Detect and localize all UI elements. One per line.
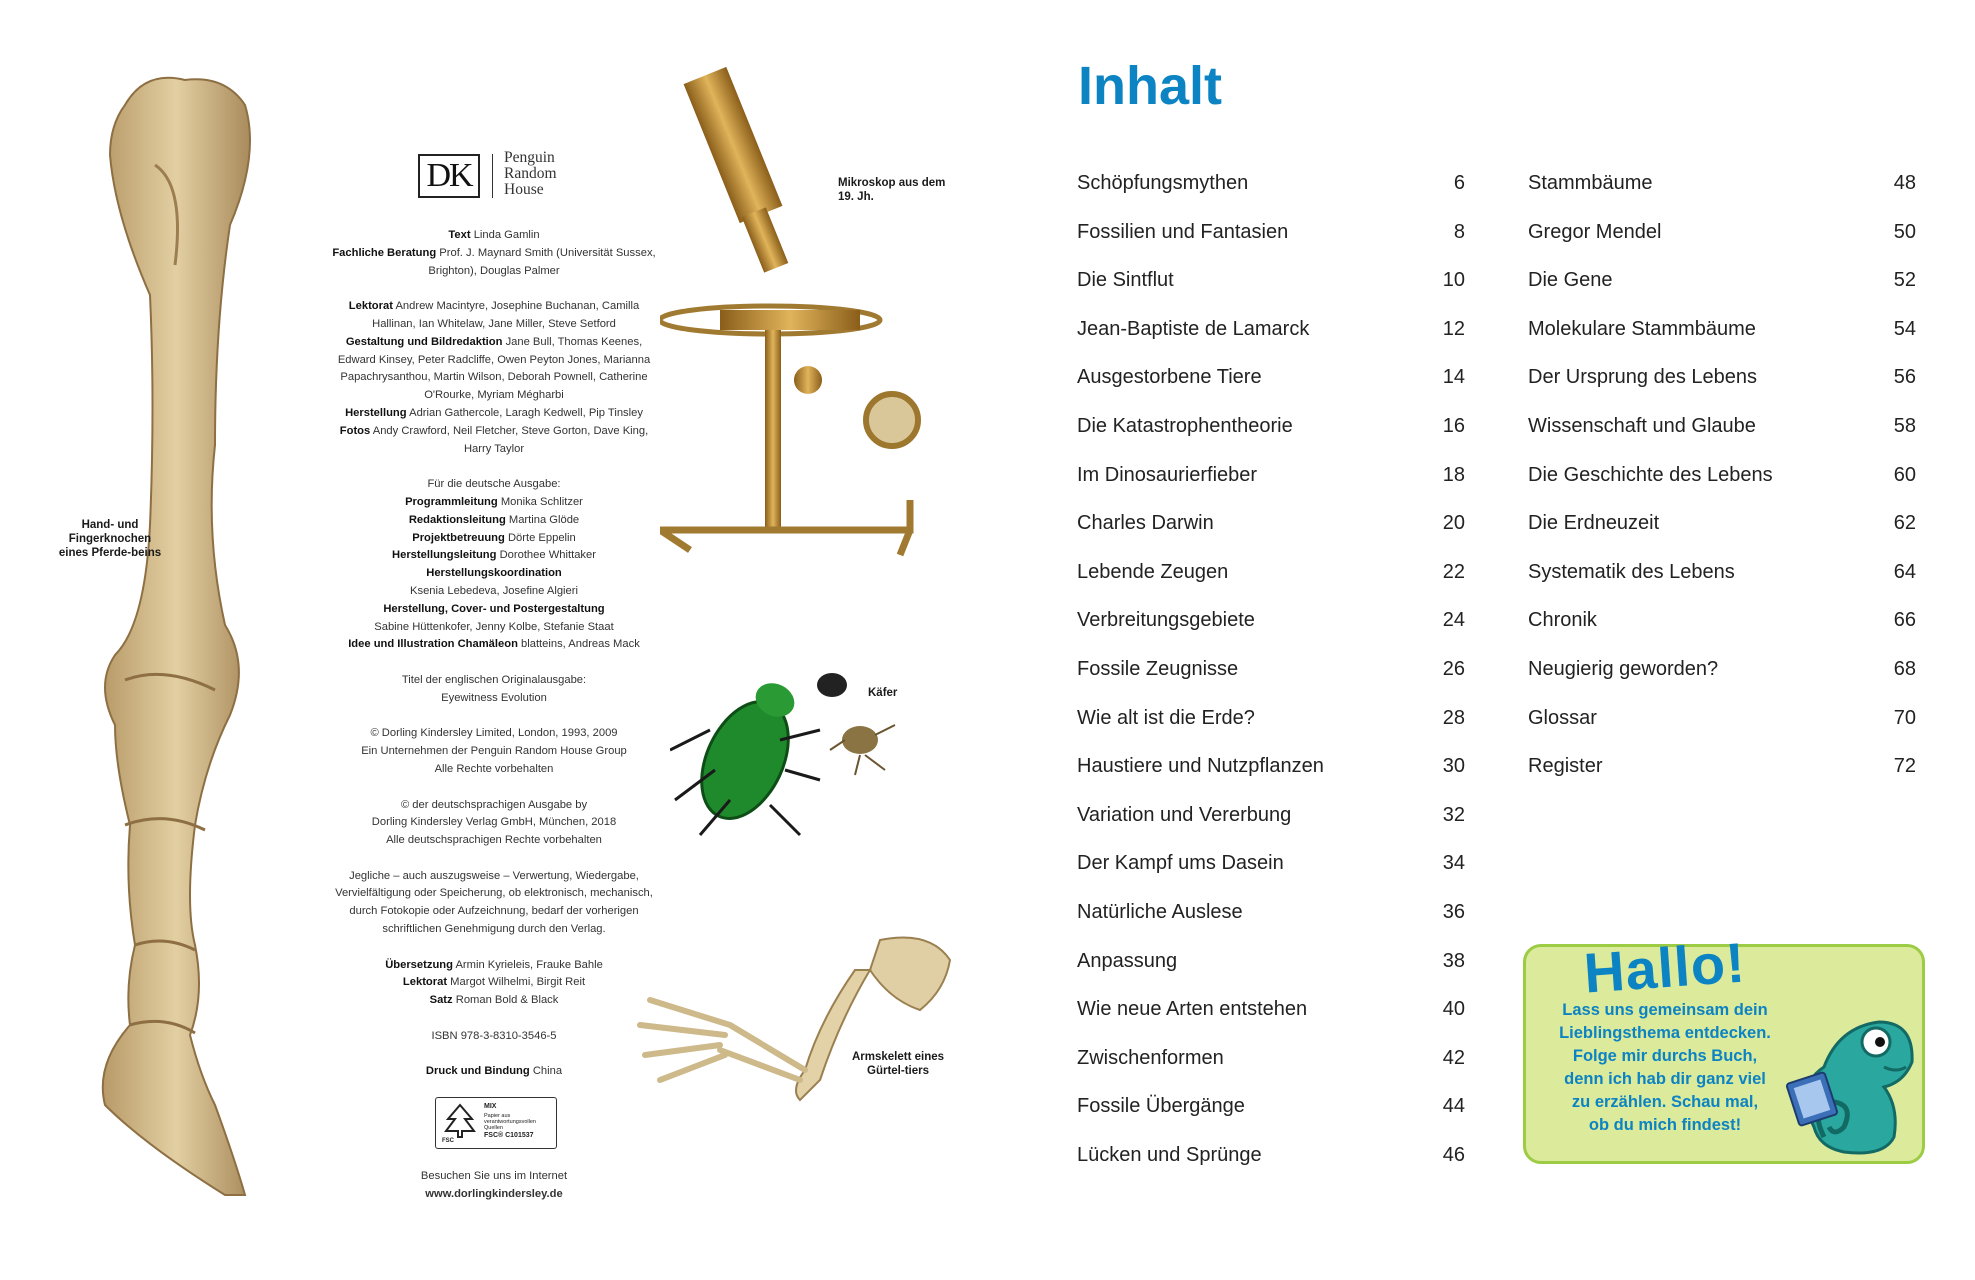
credits-block-3 — [328, 476, 660, 654]
credit-value: Ksenia Lebedeva, Josefine Algieri — [410, 584, 578, 597]
microscope-image — [660, 60, 960, 560]
toc-page: 62 — [1893, 512, 1916, 535]
credit-label: Lektorat — [402, 976, 448, 989]
toc-page: 36 — [1442, 900, 1465, 923]
hallo-line: ob du mich findest! — [1588, 1116, 1742, 1134]
toc-title: Die Gene — [1528, 269, 1613, 292]
credit-value: Margot Wilhelmi, Birgit Reit — [450, 976, 586, 989]
toc-page: 70 — [1893, 706, 1916, 729]
toc-title: Wie neue Arten entstehen — [1077, 998, 1308, 1021]
toc-title: Der Kampf ums Dasein — [1077, 852, 1284, 875]
isbn: ISBN 978-3-8310-3546-5 — [431, 1029, 557, 1042]
toc-page: 38 — [1442, 949, 1465, 972]
toc-title: Fossile Zeugnisse — [1077, 657, 1239, 680]
credit-value: Prof. J. Maynard Smith (Universität Sussex, Brighton), Douglas Palmer — [428, 246, 656, 277]
toc-page: 10 — [1442, 269, 1465, 292]
credit-label: Druck und Bindung — [425, 1065, 530, 1078]
toc-page: 26 — [1442, 657, 1465, 680]
toc-page: 14 — [1442, 366, 1465, 389]
credits-block-2 — [328, 298, 660, 458]
website-url: www.dorlingkindersley.de — [425, 1187, 563, 1200]
toc-item[interactable] — [1077, 263, 1465, 312]
toc-item[interactable] — [1077, 1041, 1465, 1090]
toc-page: 42 — [1442, 1046, 1465, 1069]
toc-item[interactable] — [1528, 555, 1916, 604]
hallo-line: Folge mir durchs Buch, — [1572, 1047, 1758, 1065]
toc-page: 64 — [1893, 560, 1916, 583]
toc-page: 52 — [1893, 269, 1916, 292]
horse-leg-bone-image — [55, 65, 295, 1200]
legal-notice: Jegliche – auch auszugsweise – Verwertung, Wiedergabe, Vervielfältigung oder Speicherung, ob elektronisch, mechanisch, durch Fotokopie oder Aufzeichnung, bedarf der vorherigen schriftlichen Genehmigung durch den Verlag. — [335, 869, 653, 936]
toc-page: 54 — [1893, 317, 1916, 340]
credit-label: Gestaltung und Bildredaktion — [345, 335, 503, 348]
toc-page: 40 — [1442, 998, 1465, 1021]
credit-value: Armin Kyrieleis, Frauke Bahle — [455, 958, 603, 971]
toc-title: Die Geschichte des Lebens — [1528, 463, 1773, 486]
toc-item[interactable] — [1077, 506, 1465, 555]
toc-title: Der Ursprung des Lebens — [1528, 366, 1758, 389]
credits-block-1 — [328, 227, 660, 280]
credits-block-4 — [328, 672, 660, 708]
credit-label: Projektbetreuung — [412, 531, 505, 544]
credit-value: Andy Crawford, Neil Fletcher, Steve Gorton, Dave King, Harry Taylor — [372, 424, 649, 455]
toc-title: Lücken und Sprünge — [1077, 1143, 1262, 1166]
toc-item[interactable] — [1077, 555, 1465, 604]
toc-page: 20 — [1442, 512, 1465, 535]
toc-item[interactable] — [1077, 360, 1465, 409]
hallo-line: zu erzählen. Schau mal, — [1571, 1093, 1759, 1111]
hallo-text — [1540, 999, 1790, 1137]
toc-page: 22 — [1442, 560, 1465, 583]
imprint-credits — [328, 227, 660, 1099]
toc-item[interactable] — [1528, 409, 1916, 458]
toc-item[interactable] — [1528, 701, 1916, 750]
toc-item[interactable] — [1528, 263, 1916, 312]
credit-line: Dorling Kindersley Verlag GmbH, München, 2018 — [371, 816, 617, 829]
toc-title: Verbreitungsgebiete — [1077, 609, 1255, 632]
website-notice — [328, 1168, 660, 1204]
toc-item[interactable] — [1528, 749, 1916, 798]
toc-title: Anpassung — [1077, 949, 1178, 972]
fsc-label: FSC — [442, 1138, 454, 1144]
fsc-code: FSC® C101537 — [484, 1132, 534, 1139]
toc-item[interactable] — [1077, 312, 1465, 361]
credit-value: Andrew Macintyre, Josephine Buchanan, Camilla Hallinan, Ian Whitelaw, Jane Miller, Steve Setford — [372, 300, 640, 330]
microscope-caption: Mikroskop aus dem 19. Jh. — [838, 177, 946, 203]
credit-value: blatteins, Andreas Mack — [521, 638, 640, 651]
arm-skeleton-image — [630, 930, 960, 1110]
credit-label: Idee und Illustration Chamäleon — [348, 638, 518, 651]
toc-item[interactable] — [1528, 652, 1916, 701]
credit-value: Sabine Hüttenkofer, Jenny Kolbe, Stefanie Staat — [374, 620, 614, 633]
fsc-mix: MIX — [484, 1103, 497, 1110]
logo-divider — [492, 154, 493, 198]
toc-page: 60 — [1893, 463, 1916, 486]
logo-line-2: Random — [504, 165, 557, 182]
logo-text — [504, 150, 557, 198]
credit-value: Adrian Gathercole, Laragh Kedwell, Pip Tinsley — [409, 406, 643, 419]
credit-line: © Dorling Kindersley Limited, London, 1993, 2009 — [370, 727, 618, 740]
credit-heading: Für die deutsche Ausgabe: — [427, 478, 561, 491]
toc-item[interactable] — [1077, 798, 1465, 847]
toc-title: Chronik — [1528, 609, 1597, 632]
toc-item[interactable] — [1077, 701, 1465, 750]
toc-title: Register — [1528, 755, 1603, 778]
toc-title: Fossile Übergänge — [1077, 1095, 1245, 1118]
credit-label: Herstellungsleitung — [392, 549, 497, 562]
credits-block-9 — [328, 1028, 660, 1046]
toc-page: 56 — [1893, 366, 1916, 389]
credit-label: Fachliche Beratung — [332, 246, 437, 259]
toc-item[interactable] — [1528, 603, 1916, 652]
credit-line: Titel der englischen Originalausgabe: — [401, 673, 587, 686]
hallo-line: Lass uns gemeinsam dein — [1562, 1001, 1768, 1019]
toc-title: Im Dinosaurierfieber — [1077, 463, 1258, 486]
credit-value: Jane Bull, Thomas Keenes, Edward Kinsey, Peter Radcliffe, Owen Peyton Jones, Marianna Papachrysanthou, Martin Wilson, Deborah Pownell, Catherine O'Rourke, Myriam Mégharbi — [337, 335, 651, 402]
toc-title: Jean-Baptiste de Lamarck — [1077, 317, 1310, 340]
arm-caption: Armskelett eines Gürtel-tiers — [851, 1051, 945, 1077]
dk-logo-mark: DK — [418, 154, 480, 198]
toc-title: Gregor Mendel — [1528, 220, 1662, 243]
toc-page: 48 — [1893, 172, 1916, 194]
hallo-box — [1523, 930, 1925, 1164]
credits-block-7 — [328, 868, 660, 939]
toc-title: Die Sintflut — [1077, 269, 1174, 292]
fsc-logo — [435, 1097, 557, 1149]
toc-title: Lebende Zeugen — [1077, 560, 1229, 583]
toc-page: 68 — [1893, 657, 1916, 680]
toc-item[interactable] — [1528, 458, 1916, 507]
publisher-logo — [418, 150, 588, 202]
credit-value: Martina Glöde — [508, 513, 580, 526]
toc-title: Neugierig geworden? — [1528, 657, 1719, 680]
hallo-line: Lieblingsthema entdecken. — [1559, 1024, 1771, 1042]
credit-label: Text — [448, 229, 471, 241]
toc-item[interactable] — [1077, 992, 1465, 1041]
credit-label: Übersetzung — [385, 958, 453, 971]
toc-item[interactable] — [1077, 944, 1465, 993]
credits-block-8 — [328, 957, 660, 1010]
toc-title: Ausgestorbene Tiere — [1077, 366, 1262, 389]
toc-page: 32 — [1442, 803, 1465, 826]
toc-title: Die Katastrophentheorie — [1077, 414, 1293, 437]
toc-item[interactable] — [1077, 603, 1465, 652]
toc-item[interactable] — [1077, 846, 1465, 895]
toc-page: 12 — [1442, 317, 1465, 340]
credit-label: Redaktionsleitung — [408, 513, 506, 526]
credit-line: Eyewitness Evolution — [441, 691, 547, 704]
toc-item[interactable] — [1528, 312, 1916, 361]
bone-caption: Hand- und Fingerknochen eines Pferde-beins — [58, 519, 162, 559]
toc-page: 24 — [1442, 609, 1465, 632]
credit-value: China — [532, 1065, 563, 1078]
toc-item[interactable] — [1077, 409, 1465, 458]
toc-column-1 — [1077, 166, 1465, 1186]
credit-label: Satz — [429, 994, 453, 1007]
toc-title: Natürliche Auslese — [1077, 900, 1243, 923]
hallo-title: Hallo! — [1581, 930, 1748, 1005]
toc-page: 50 — [1893, 220, 1916, 243]
credit-label: Fotos — [339, 424, 371, 437]
credits-block-5 — [328, 725, 660, 778]
toc-title: Variation und Vererbung — [1077, 803, 1292, 826]
toc-page: 44 — [1442, 1095, 1465, 1118]
toc-item[interactable] — [1528, 215, 1916, 264]
toc-page: 8 — [1453, 220, 1465, 243]
toc-title: Haustiere und Nutzpflanzen — [1077, 755, 1324, 778]
toc-item[interactable] — [1077, 458, 1465, 507]
logo-line-3: House — [504, 181, 544, 198]
credit-line: Alle deutschsprachigen Rechte vorbehalten — [386, 834, 602, 847]
hallo-line: denn ich hab dir ganz viel — [1564, 1070, 1766, 1088]
credit-label: Herstellungskoordination — [426, 567, 562, 580]
beetle-caption: Käfer — [868, 687, 898, 699]
credit-line: © der deutschsprachigen Ausgabe by — [400, 798, 588, 811]
toc-item[interactable] — [1077, 215, 1465, 264]
credit-line: Alle Rechte vorbehalten — [434, 762, 554, 775]
toc-title: Fossilien und Fantasien — [1077, 220, 1289, 243]
credit-label: Herstellung, Cover- und Postergestaltung — [383, 602, 605, 615]
toc-page: 46 — [1442, 1143, 1465, 1166]
toc-title: Stammbäume — [1528, 172, 1653, 194]
credit-value: Dorothee Whittaker — [499, 549, 596, 562]
credit-line: Ein Unternehmen der Penguin Random House Group — [361, 745, 627, 758]
credit-value: Linda Gamlin — [473, 229, 540, 241]
toc-item[interactable] — [1528, 506, 1916, 555]
toc-title: Systematik des Lebens — [1528, 560, 1735, 583]
toc-item[interactable] — [1077, 166, 1465, 215]
toc-page: 72 — [1893, 755, 1916, 778]
toc-title: Molekulare Stammbäume — [1528, 317, 1756, 340]
toc-title: Schöpfungsmythen — [1077, 172, 1249, 194]
toc-page: 34 — [1442, 852, 1465, 875]
toc-item[interactable] — [1077, 749, 1465, 798]
toc-title: Zwischenformen — [1077, 1046, 1224, 1069]
toc-page: 58 — [1893, 414, 1916, 437]
credit-value: Dörte Eppelin — [507, 531, 576, 544]
credit-label: Herstellung — [345, 406, 407, 419]
toc-column-2 — [1528, 166, 1916, 798]
fsc-sub: Papier aus verantwortungsvollen Quellen — [484, 1113, 536, 1131]
toc-page: 30 — [1442, 755, 1465, 778]
toc-title: Glossar — [1528, 706, 1597, 729]
credit-value: Monika Schlitzer — [500, 495, 583, 508]
credit-label: Lektorat — [348, 300, 393, 313]
toc-page: 28 — [1442, 706, 1465, 729]
toc-item[interactable] — [1077, 1138, 1465, 1187]
toc-page: 6 — [1453, 172, 1465, 194]
toc-item[interactable] — [1077, 895, 1465, 944]
toc-page: 18 — [1442, 463, 1465, 486]
toc-page: 66 — [1893, 609, 1916, 632]
toc-title: Wissenschaft und Glaube — [1528, 414, 1756, 437]
credit-value: Roman Bold & Black — [455, 994, 559, 1007]
page-title: Inhalt — [1078, 56, 1222, 116]
credit-label: Programmleitung — [405, 495, 498, 508]
toc-title: Die Erdneuzeit — [1528, 512, 1660, 535]
credits-block-6 — [328, 797, 660, 850]
toc-title: Wie alt ist die Erde? — [1077, 706, 1255, 729]
toc-item[interactable] — [1528, 166, 1916, 215]
toc-page: 16 — [1442, 414, 1465, 437]
logo-line-1: Penguin — [504, 149, 555, 166]
toc-title: Charles Darwin — [1077, 512, 1214, 535]
credits-block-10 — [328, 1063, 660, 1081]
toc-item[interactable] — [1528, 360, 1916, 409]
toc-item[interactable] — [1077, 652, 1465, 701]
chameleon-mascot-icon — [1784, 987, 1929, 1157]
fsc-tree-icon — [442, 1103, 478, 1141]
website-intro: Besuchen Sie uns im Internet — [420, 1170, 568, 1182]
toc-item[interactable] — [1077, 1089, 1465, 1138]
